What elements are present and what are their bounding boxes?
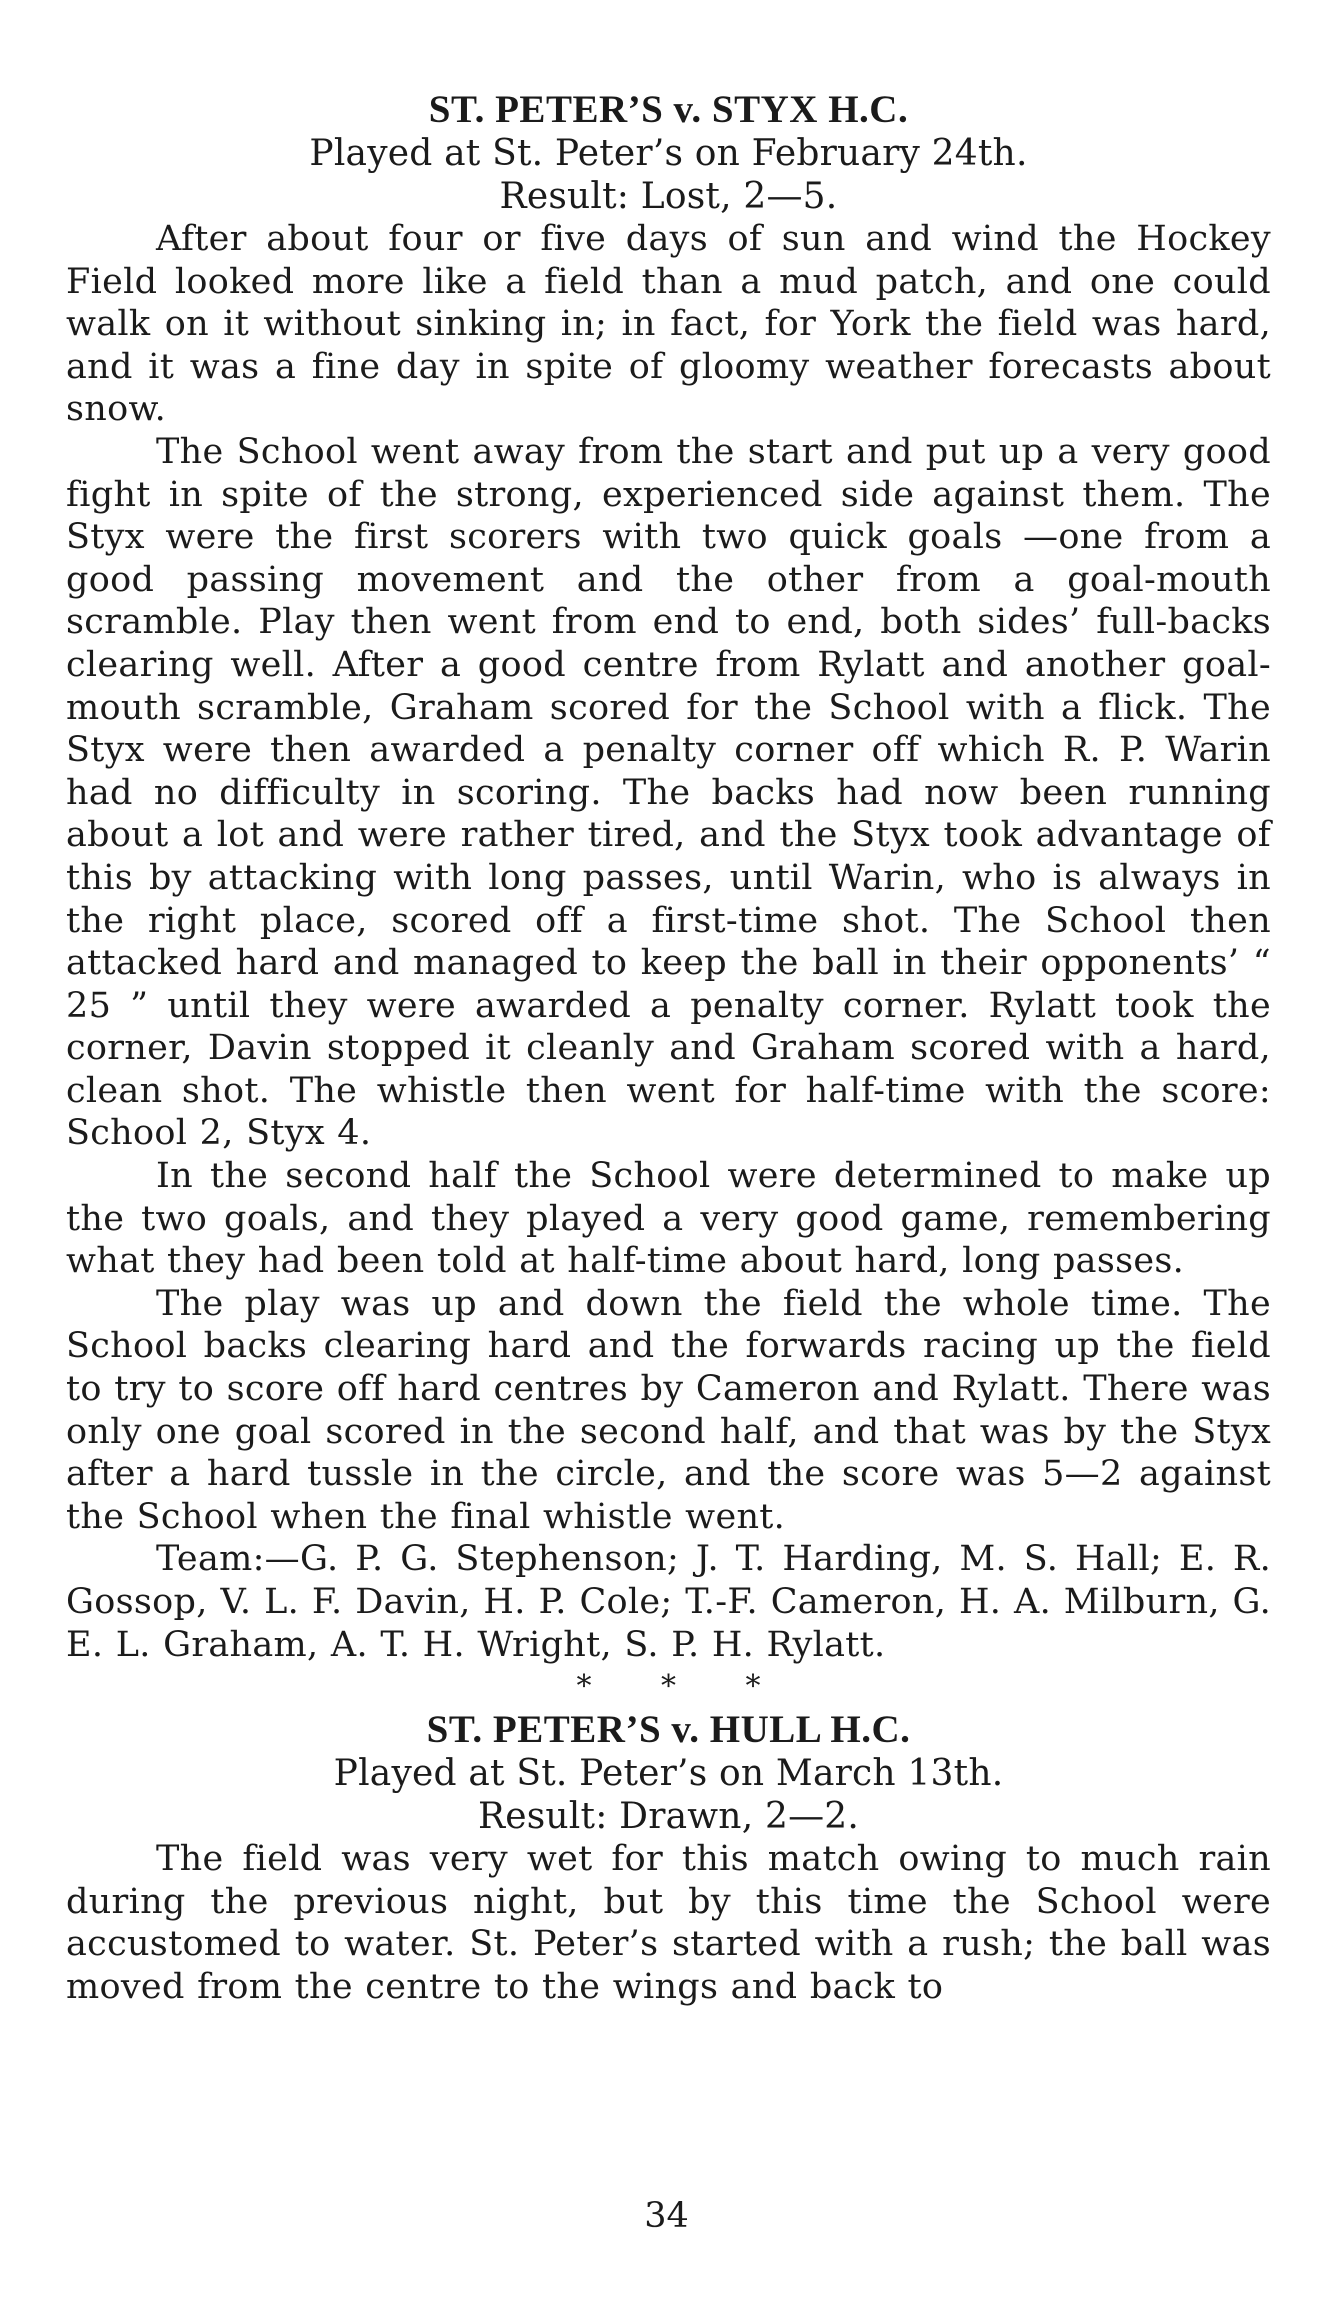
match-heading: ST. PETER’S v. HULL H.C. bbox=[426, 1708, 911, 1752]
report-paragraph: In the second half the School were determined to make up the two goals, and they played a very good game, remembering what they had been told at half-time about hard, long passes. bbox=[66, 1156, 1271, 1282]
match-heading: ST. PETER’S v. STYX H.C. bbox=[428, 88, 909, 131]
match-report-styx bbox=[66, 88, 1271, 1666]
report-paragraph: The School went away from the start and put up a very good fight in spite of the strong, experienced side against them. The Styx were the first scorers with two quick goals —one from a good passing movement and the other from a goal-mouth scramble. Play then went from end to end, both sides’ full-backs clearing well. After a good centre from Rylatt and another goal-mouth scramble, Graham scored for the School with a flick. The Styx were then awarded a penalty corner off which R. P. Warin had no difficulty in scoring. The backs had now been running about a lot and were rather tired, and the Styx took advantage of this by attacking with long passes, until Warin, who is always in the right place, scored off a first-time shot. The School then attacked hard and managed to keep the ball in their opponents’ “ 25 ” until they were awarded a penalty corner. Rylatt took the corner, Davin stopped it cleanly and Graham scored with a hard, clean shot. The whistle then went for half-time with the score: School 2, Styx 4. bbox=[66, 431, 1271, 1154]
match-result: Result: Drawn, 2—2. bbox=[477, 1796, 860, 1838]
page-number: 34 bbox=[644, 2196, 689, 2236]
report-paragraph: The play was up and down the field the whole time. The School backs clearing hard and the forwards racing up the field to try to score off hard centres by Cameron and Rylatt. There was only one goal scored in the second half, and that was by the Styx after a hard tussle in the circle, and the score was 5—2 against the School when the final whistle went. bbox=[66, 1283, 1271, 1537]
report-paragraph: The field was very wet for this match owing to much rain during the previous night, but by this time the School were accustomed to water. St. Peter’s started with a rush; the ball was moved from the centre to the wings and back to bbox=[66, 1839, 1271, 2007]
match-venue-date: Played at St. Peter’s on March 13th. bbox=[333, 1753, 1004, 1795]
team-list: Team:—G. P. G. Stephenson; J. T. Harding, M. S. Hall; E. R. Gossop, V. L. F. Davin, H. P. Cole; T.-F. Cameron, H. A. Milburn, G. E. L. Graham, A. T. H. Wright, S. P. H. Rylatt. bbox=[66, 1539, 1271, 1665]
match-report-hull bbox=[66, 1708, 1271, 2008]
section-separator: * * * bbox=[576, 1669, 791, 1705]
page-body bbox=[66, 88, 1271, 2009]
match-result: Result: Lost, 2—5. bbox=[499, 176, 838, 217]
match-venue-date: Played at St. Peter’s on February 24th. bbox=[309, 133, 1028, 174]
report-paragraph: After about four or five days of sun and wind the Hockey Field looked more like a field than a mud patch, and one could walk on it without sinking in; in fact, for York the field was hard, and it was a fine day in spite of gloomy weather forecasts about snow. bbox=[66, 219, 1271, 430]
